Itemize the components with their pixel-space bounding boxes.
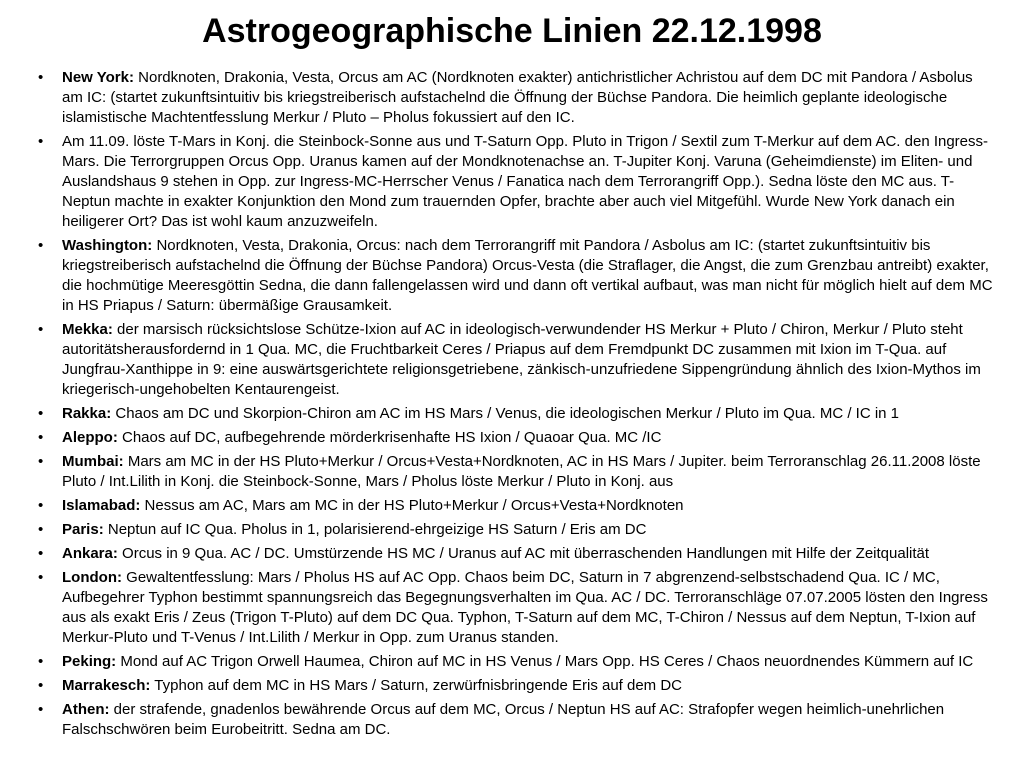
item-text: Nordknoten, Vesta, Drakonia, Orcus: nach dem Terrorangriff mit Pandora / Asbolus am IC: (startet zukunftsintuitiv bis kriegstreiberisch aufstachelnd die Öffnung der Büchse Pandora) Orcus-Vesta (die Straflager, die Angst, die zum Grenzbau antreibt) exakter, die hochmütige Meeresgöttin Sedna, die dann fallengelassen wird und dann oft vertikal aufbaut, was man nicht für möglich hielt auf dem MC in HS Priapus / Saturn: übermäßige Grausamkeit. [62,237,993,314]
item-label: Islamabad: [62,497,141,514]
item-text: Nessus am AC, Mars am MC in der HS Pluto+Merkur / Orcus+Vesta+Nordknoten [144,497,684,514]
list-item [62,68,994,128]
item-label: Aleppo: [62,429,118,446]
bullet-icon [38,132,50,152]
bullet-icon [38,452,50,472]
list-item [62,404,994,424]
item-text: der marsisch rücksichtslose Schütze-Ixion auf AC in ideologisch-verwundender HS Merkur + Pluto / Chiron, Merkur / Pluto steht autoritätsherausfordernd in 1 Qua. MC, die Fruchtbarkeit Ceres / Priapus auf dem Fremdpunkt DC zusammen mit Ixion im T-Qua. auf Jungfrau-Xanthippe in 9: eine auswärtsgerichtete religionsgetriebene, zänkisch-unzufriedene Sippengründung ähnlich des Ixion-Mythos im kriegerisch-ungehobelten Kentaurengeist. [62,321,981,398]
bullet-icon [38,568,50,588]
list-item [62,520,994,540]
list-item [62,568,994,648]
bullet-list [62,68,994,744]
item-label: Paris: [62,521,104,538]
item-label: New York: [62,69,134,86]
item-label: Ankara: [62,545,118,562]
list-item [62,320,994,400]
list-item [62,132,994,232]
item-text: Neptun auf IC Qua. Pholus in 1, polarisierend-ehrgeizige HS Saturn / Eris am DC [107,521,647,538]
item-text: Orcus in 9 Qua. AC / DC. Umstürzende HS MC / Uranus auf AC mit überraschenden Handlungen mit Hilfe der Zeitqualität [122,545,930,562]
slide-title: Astrogeographische Linien 22.12.1998 [202,12,822,50]
item-label: Marrakesch: [62,677,151,694]
item-text: Chaos auf DC, aufbegehrende mörderkrisenhafte HS Ixion / Quaoar Qua. MC /IC [122,429,662,446]
bullet-icon [38,68,50,88]
list-item [62,676,994,696]
item-text: der strafende, gnadenlos bewährende Orcus auf dem MC, Orcus / Neptun HS auf AC: Strafopfer wegen heimlich-unehrlichen Falschschwören beim Eurobeitritt. Sedna am DC. [62,701,945,738]
list-item [62,236,994,316]
list-item [62,700,994,740]
bullet-icon [38,676,50,696]
list-item [62,496,994,516]
item-label: Rakka: [62,405,112,422]
bullet-icon [38,496,50,516]
item-label: Peking: [62,653,117,670]
item-text: Mars am MC in der HS Pluto+Merkur / Orcus+Vesta+Nordknoten, AC in HS Mars / Jupiter. beim Terroranschlag 26.11.2008 löste Pluto / Int.Lilith in Konj. die Steinbock-Sonne, Mars / Pholus löste Merkur / Pluto in Konj. aus [62,453,981,490]
item-label: Mekka: [62,321,113,338]
bullet-icon [38,236,50,256]
item-text: Chaos am DC und Skorpion-Chiron am AC im HS Mars / Venus, die ideologischen Merkur / Pluto im Qua. MC / IC in 1 [115,405,900,422]
bullet-icon [38,404,50,424]
list-item [62,652,994,672]
list-item [62,428,994,448]
bullet-icon [38,700,50,720]
item-label: London: [62,569,122,586]
bullet-icon [38,428,50,448]
item-text: Typhon auf dem MC in HS Mars / Saturn, zerwürfnisbringende Eris auf dem DC [154,677,683,694]
bullet-icon [38,652,50,672]
list-item [62,452,994,492]
item-text: Gewaltentfesslung: Mars / Pholus HS auf AC Opp. Chaos beim DC, Saturn in 7 abgrenzend-selbstschadend Qua. IC / MC, Aufbegehrer Typhon bestimmt spannungsreich das Begegnungsverhalten im Qua. AC / DC. Terroranschläge 07.07.2005 lösten den Ingress aus als exakt Eris / Zeus (Trigon T-Pluto) auf dem DC Qua. Typhon, T-Saturn auf dem MC, T-Chiron / Nessus auf dem Neptun, T-Ixion auf Merkur-Pluto und T-Venus / Int.Lilith / Merkur in Opp. zum Uranus standen. [62,569,988,646]
list-item [62,544,994,564]
bullet-icon [38,520,50,540]
item-label: Washington: [62,237,153,254]
item-text: Nordknoten, Drakonia, Vesta, Orcus am AC (Nordknoten exakter) antichristlicher Achristou auf dem DC mit Pandora / Asbolus am IC: (startet zukunftsintuitiv bis kriegstreiberisch aufstachelnd die Öffnung der Büchse Pandora. Die heimlich geplante ideologische islamistische Machtentfesslung Merkur / Pluto – Pholus fokussiert auf den IC. [62,69,973,126]
bullet-icon [38,320,50,340]
item-label: Mumbai: [62,453,124,470]
bullet-icon [38,544,50,564]
item-text: Am 11.09. löste T-Mars in Konj. die Steinbock-Sonne aus und T-Saturn Opp. Pluto in Trigon / Sextil zum T-Merkur auf dem AC. den Ingress-Mars. Die Terrorgruppen Orcus Opp. Uranus kamen auf der Mondknotenachse an. T-Jupiter Konj. Varuna (Geheimdienste) im Eliten- und Auslandshaus 9 stehen in Opp. zur Ingress-MC-Herrscher Venus / Fanatica nach dem Terrorangriff Opp.). Sedna löste den MC aus. T-Neptun machte in exakter Konjunktion den Mond zum trauernden Opfer, brachte aber auch viel Mitgefühl. Wurde New York danach ein heiligerer Ort? Das ist wohl kaum anzuzweifeln. [62,133,989,230]
item-label: Athen: [62,701,110,718]
item-text: Mond auf AC Trigon Orwell Haumea, Chiron auf MC in HS Venus / Mars Opp. HS Ceres / Chaos neuordnendes Kümmern auf IC [120,653,974,670]
